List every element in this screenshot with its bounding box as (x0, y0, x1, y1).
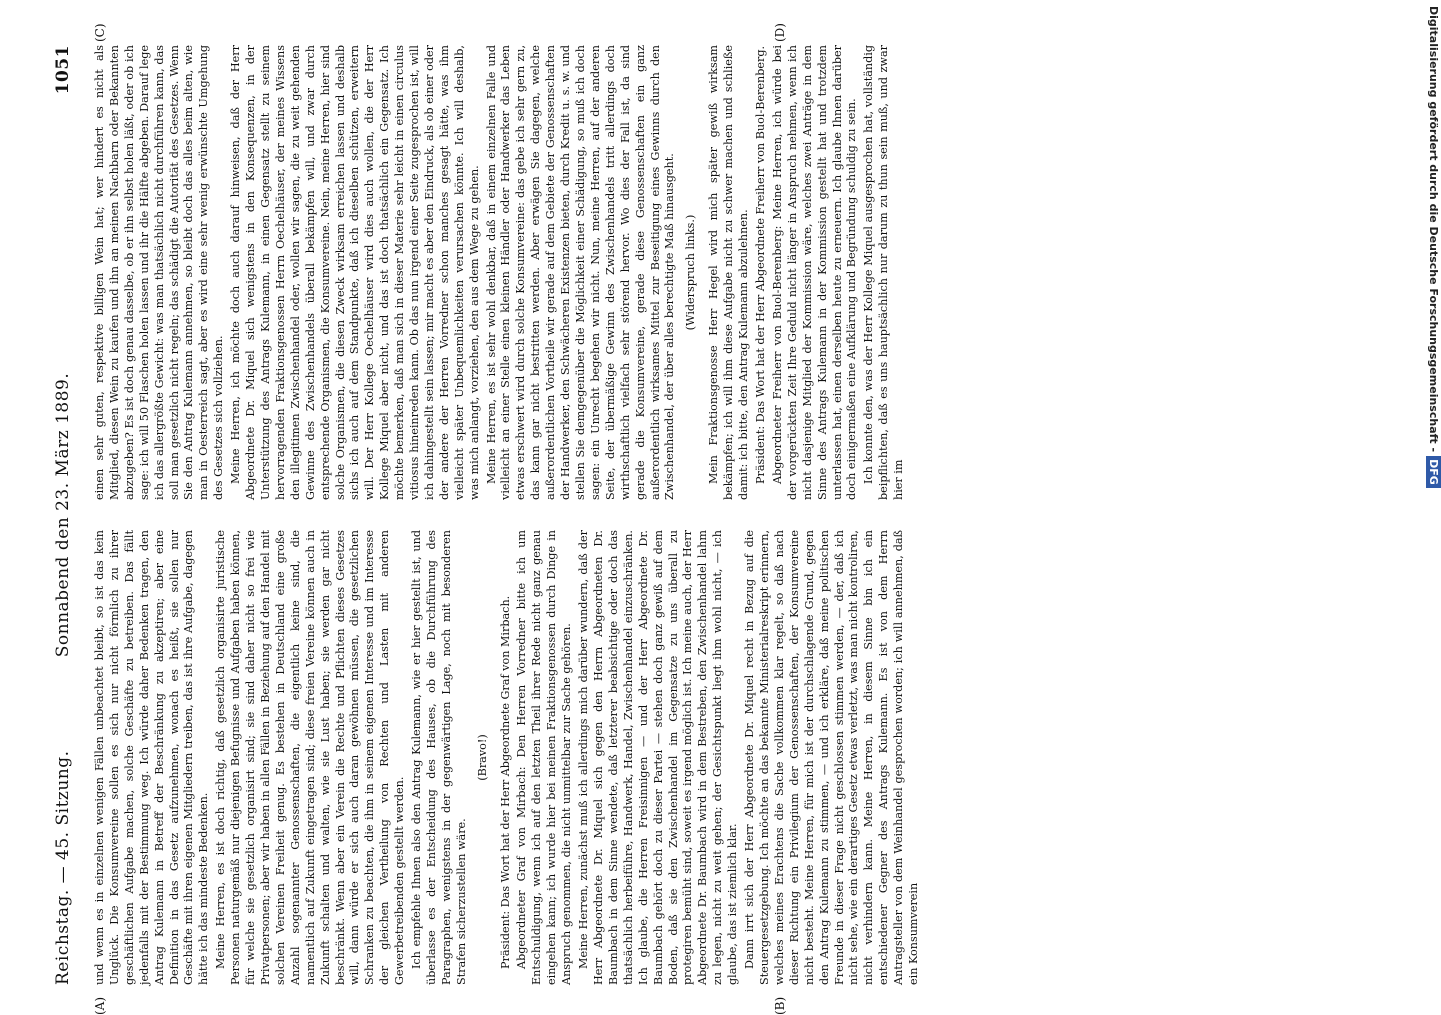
margin-marker-a: (A) (93, 996, 107, 1015)
paragraph: Meine Herren, ich möchte doch auch darauf hinweisen, daß der Herr Abgeordnete Dr. Miquel sich wenigstens in den Konsequenzen, in der Unterstützung des Antrags Kulemann, in einen Gegensatz stellt zu seinem hervorragenden Fraktionsgenossen Herrn Oechelhäuser, der meines Wissens den illegitimen Zwischenhandel oder, wollen wir sagen, die zu weit gehenden Gewinne des Zwischenhandels überall bekämpfen will, und zwar durch entsprechende Organismen, die Konsumvereine. Nein, meine Herren, hier sind solche Organismen, die diesen Zweck wirksam erreichen lassen und deshalb sichs ich auch auf dem Standpunkte, daß ich dieselben schützen, erweitern will. Der Herr Kollege Oechelhäuser wird dies auch wollen, die der Herr Kollege Miquel aber nicht, und das ist doch thatsächlich ein Gegensatz. Ich möchte bemerken, daß man sich in dieser Materie sehr leicht in einen circulus vitiosus hineinreden kann. Ob das nun irgend einer Seite zugesprochen ist, will ich dahingestellt sein lassen; mir macht es aber den Eindruck, als ob einer oder der andere der Herren Vorredner schon manches gesagt hätte, was ihm vielleicht später Unbequemlichkeiten verursachen könnte. Ich will deshalb, was mich anlangt, vorziehen, den aus dem Wege zu gehen. (229, 45, 481, 500)
paragraph: Abgeordneter Freiherr von Buol-Berenberg: Meine Herren, ich würde bei der vorgerückten Zeit Ihre Geduld nicht länger in Anspruch nehmen, wenn ich nicht dasjenige Mitglied der Kommission wäre, welches zwei Anträge in dem Sinne des Antrags Kulemann in der Kommission gestellt hat und trotzdem unterlassen hat, einen derselben heute zu erneuern. Ich glaube Ihnen darüber doch einigermaßen eine Aufklärung und Begründung schuldig zu sein. (770, 45, 859, 500)
paragraph: Dann irrt sich der Herr Abgeordnete Dr. Miquel recht in Bezug auf die Steuergesetzgebung. Ich möchte an das bekannte Ministerialreskript erinnern, welches meines Erachtens die Sache vollkommen klar regelt, so daß nach dieser Richtung ein Privilegium der Genossenschaften, der Konsumvereine nicht besteht. Meine Herren, für mich ist der durchschlagende Grund, gegen den Antrag Kulemann zu stimmen, — und ich erkläre, daß meine politischen Freunde in dieser Frage nicht geschlossen stimmen werden, — der, daß ich nicht sehe, wie ein derartiges Gesetz etwas verletzt, was man nicht kontroliren, nicht verhindern kann. Meine Herren, in diesem Sinne bin ich ein entschiedener Gegner des Antrags Kulemann. Es ist von dem Herrn Antragsteller von dem Weinhandel gesprochen worden; ich will annehmen, daß ein Konsumverein (743, 530, 921, 985)
paragraph: Ich konnte den, was der Herr Kollege Miquel ausgesprochen hat, vollständig beipflichten, daß es uns hauptsächlich nur darum zu thun sein muß, und zwar hier im (862, 45, 906, 500)
page-number: 1051 (53, 45, 73, 95)
paragraph: Mein Fraktionsgenosse Herr Hegel wird mich später gewiß wirksam bekämpfen; ich will ihm diese Aufgabe nicht zu schwer machen und schließe damit: ich bitte, den Antrag Kulemann abzulehnen. (707, 45, 751, 500)
rotated-newspaper-page (53, 23, 1418, 1015)
paragraph: Meine Herren, es ist doch richtig, daß gesetzlich organisirte juristische Personen naturgemäß nur diejenigen Befugnisse und Aufgaben haben können, für welche sie gesetzlich organisirt sind; sie sind daher nicht so frei wie Privatpersonen; aber wir haben in allen Fällen in Beziehung auf den Handel mit solchen Vereinen Freiheit genug. Es bestehen in Deutschland eine große Anzahl sogenannter Genossenschaften, die eigentlich keine sind, die namentlich auf Zukunft eingetragen sind; diese freien Vereine können auch in Zukunft schalten und walten, wie sie Lust haben; sie werden gar nicht beschränkt. Wenn aber ein Verein die Rechte und Pflichten dieses Gesetzes will, dann würde er sich auch daran gewöhnen müssen, die gesetzlichen Schranken zu beachten, die ihm in seinem eigenen Interesse und im Interesse der gleichen Vertheilung von Rechten und Lasten mit anderen Gewerbetreibenden gestellt werden. (214, 530, 407, 985)
paragraph: Meine Herren, zunächst muß ich allerdings mich darüber wundern, daß der Herr Abgeordnete Dr. Miquel sich gegen den Herrn Abgeordneten Dr. Baumbach in dem Sinne wendete, daß letzterer beabsichtige oder doch das thatsächlich herbeiführe, Handwerk, Handel, Zwischenhandel einzuschränken. Ich glaube, die Herren Freisinnigen — und der Herr Abgeordnete Dr. Baumbach gehört doch zu dieser Partei — stehen doch ganz gewiß auf dem Boden, daß sie den Zwischenhandel im Gegensatze zu uns überall zu protegiren bemüht sind, soweit es irgend möglich ist. Ich meine auch, der Herr Abgeordnete Dr. Baumbach wird in dem Bestreben, den Zwischenhandel lahm zu legen, nicht zu weit gehen; der Gesichtspunkt liegt ihm wohl nicht, — ich glaube, das ist ziemlich klar. (577, 530, 740, 985)
digitization-credit (1427, 6, 1440, 488)
right-column (93, 45, 1413, 500)
page-header (53, 45, 77, 985)
left-column (93, 530, 1413, 985)
margin-marker-d: (D) (773, 23, 787, 42)
paragraph: Meine Herren, es ist sehr wohl denkbar, daß in einem einzelnen Falle und vielleicht an einer Stelle einen kleinen Händler oder Handwerker das Leben etwas erschwert wird durch solche Konsumvereine: das gebe ich sehr gern zu, das kann gar nicht bestritten werden. Aber erwägen Sie dagegen, welche außerordentlichen Vortheile wir gerade auf dem Gebiete der Genossenschaften der Handwerker, den Schwächeren Existenzen bieten, durch Kredit u. s. w. und stellen Sie demgegenüber die Möglichkeit einer Schädigung, so muß ich doch sagen: ein Unrecht begehen wir nicht. Nun, meine Herren, auf der anderen Seite, der übermäßige Gewinn des Zwischenhandels tritt allerdings doch wirthschaftlich vielfach sehr störend hervor. Wo dies der Fall ist, da sind gerade die Konsumvereine, gerade diese Genossenschaften ein ganz außerordentlich wirksames Mittel zur Beseitigung eines Gewinns durch den Zwischenhandel, der über alles berechtigte Maß hinausgeht. (484, 45, 677, 500)
margin-marker-c: (C) (93, 23, 107, 42)
paragraph: Ich empfehle Ihnen also den Antrag Kulemann, wie er hier gestellt ist, und überlasse es der Entscheidung des Hauses, ob die Durchführung des Paragraphen, wenigstens in der gegenwärtigen Lage, noch mit besonderen Strafen sicherzustellen wäre. (410, 530, 468, 985)
paragraph: Präsident: Das Wort hat der Herr Abgeordnete Freiherr von Buol-Berenberg. (753, 45, 767, 484)
header-left: Reichstag. — 45. Sitzung. (53, 750, 73, 985)
interjection-note: (Widerspruch links.) (684, 214, 698, 331)
header-center: Sonnabend den 23. März 1889. (53, 372, 73, 658)
margin-marker-b: (B) (773, 996, 787, 1015)
paragraph: und wenn es in einzelnen wenigen Fällen unbeachtet bleibt, so ist das kein Unglück. Die Konsumvereine sollen es sich nur nicht förmlich zu ihrer geschäftlichen Aufgabe machen, solche Geschäfte zu betreiben. Das fällt jedenfalls mit der Bestimmung weg. Ich würde daher Bedenken tragen, den Antrag Kulemann in Betreff der Beschränkung zu akzeptiren; aber eine Definition in das Gesetz aufzunehmen, wonach es heißt, sie sollen nur Geschäfte mit ihren eigenen Mitgliedern treiben, das ist ihre Aufgabe, dagegen hätte ich das mindeste Bedenken. (93, 530, 211, 985)
paragraph: einen sehr guten, respektive billigen Wein hat; wer hindert es nicht als Mitglied, diesen Wein zu kaufen und ihn an meinen Nachbarn oder Bekannten abzugeben? Es ist doch genau dasselbe, ob er ihn selbst holen läßt, oder ob ich sage: ich will 50 Flaschen holen lassen und ihr die Hälfte abgeben. Darauf lege ich das allergrößte Gewicht: was man thatsächlich nicht durchführen kann, das soll man gesetzlich nicht regeln; das schädigt die Autorität des Gesetzes. Wenn Sie den Antrag Kulemann annehmen, so bleibt doch das alles beim alten, wie man in Oesterreich sagt, aber es wird eine sehr wenig erwünschte Umgehung des Gesetzes sich vollziehen. (93, 45, 226, 500)
paragraph: Präsident: Das Wort hat der Herr Abgeordnete Graf von Mirbach. (498, 595, 512, 969)
credit-text: Digitalisierung gefördert durch die Deutsche Forschungsgemeinschaft - (1427, 6, 1440, 453)
paragraph: Abgeordneter Graf von Mirbach: Den Herren Vorredner bitte ich um Entschuldigung, wenn ich auf den letzten Theil ihrer Rede nicht ganz genau eingehen kann; ich wurde hier bei meinen Fraktionsgenossen durch Dinge in Anspruch genommen, die nicht unmittelbar zur Sache gehören. (515, 530, 574, 985)
applause-note: (Bravo!) (475, 734, 489, 781)
dfg-logo: DFG (1426, 456, 1441, 488)
